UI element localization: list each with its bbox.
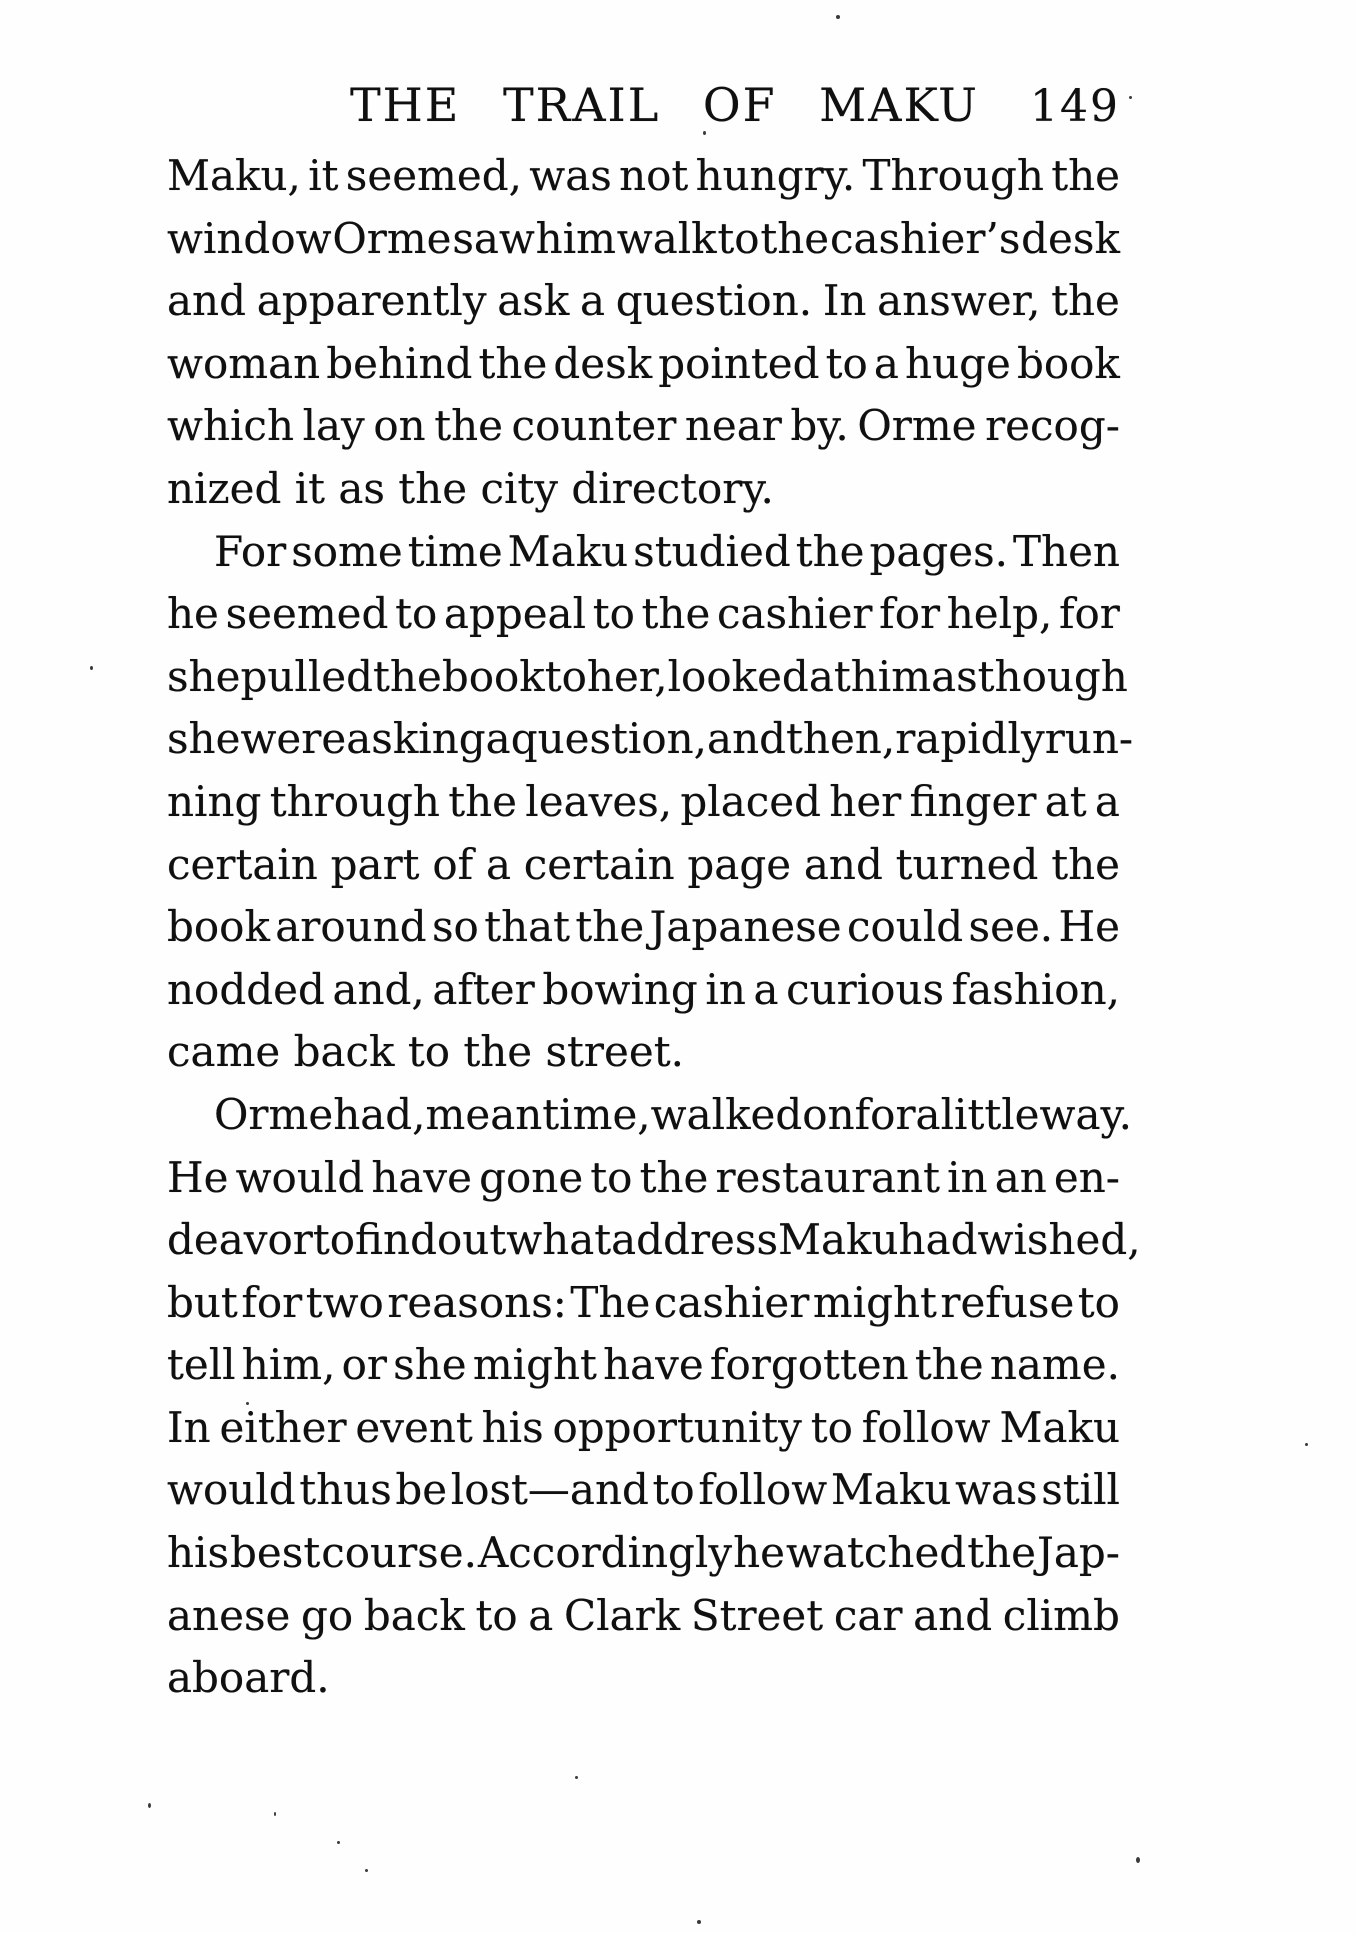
- scan-speck: [1136, 1857, 1140, 1863]
- text-line: For some time Maku studied the pages. Then: [214, 526, 1120, 576]
- scan-speck: [1129, 96, 1132, 99]
- text-line: Maku, it seemed, was not hungry. Through the: [167, 151, 1120, 200]
- text-line: came back to the street.: [167, 1027, 684, 1077]
- text-line: window Orme saw him walk to the cashier’s desk: [167, 213, 1120, 263]
- text-line: deavor to find out what address Maku had wished,: [167, 1215, 1141, 1265]
- text-line: which lay on the counter near by. Orme recog-: [167, 401, 1120, 451]
- text-line: she pulled the book to her, looked at him as though: [167, 651, 1128, 701]
- text-column: [167, 0, 1141, 1934]
- text-line: tell him, or she might have forgotten the name.: [167, 1340, 1120, 1390]
- text-line: his best course. Accordingly he watched the Jap-: [167, 1528, 1120, 1578]
- text-line: nized it as the city directory.: [167, 463, 774, 513]
- chapter-title: THE TRAIL OF MAKU: [350, 78, 979, 132]
- text-line: anese go back to a Clark Street car and climb: [167, 1590, 1120, 1640]
- page-number: 149: [1030, 81, 1120, 132]
- text-line: she were asking a question, and then, rapidly run-: [167, 714, 1134, 764]
- text-line: aboard.: [167, 1653, 330, 1703]
- text-line: and apparently ask a question. In answer, the: [167, 276, 1120, 326]
- text-line: but for two reasons: The cashier might refuse to: [167, 1277, 1120, 1327]
- text-line: book around so that the Japanese could see. He: [167, 902, 1120, 952]
- running-header: [167, 77, 1120, 133]
- text-line: he seemed to appeal to the cashier for help, for: [167, 589, 1120, 639]
- text-line: woman behind the desk pointed to a huge book: [167, 338, 1120, 388]
- text-line: certain part of a certain page and turned the: [167, 839, 1120, 889]
- page-body: [167, 145, 1141, 1710]
- text-line: ning through the leaves, placed her finger at a: [167, 776, 1120, 826]
- text-line: In either event his opportunity to follow Maku: [167, 1402, 1120, 1452]
- text-line: would thus be lost—and to follow Maku was still: [167, 1465, 1120, 1515]
- scan-speck: [90, 666, 93, 670]
- scan-speck: [1305, 1443, 1308, 1446]
- text-line: He would have gone to the restaurant in an en-: [167, 1152, 1120, 1202]
- text-line: nodded and, after bowing in a curious fashion,: [167, 964, 1120, 1014]
- scan-speck: [148, 1803, 151, 1808]
- text-line: Orme had, meantime, walked on for a little way.: [214, 1089, 1133, 1139]
